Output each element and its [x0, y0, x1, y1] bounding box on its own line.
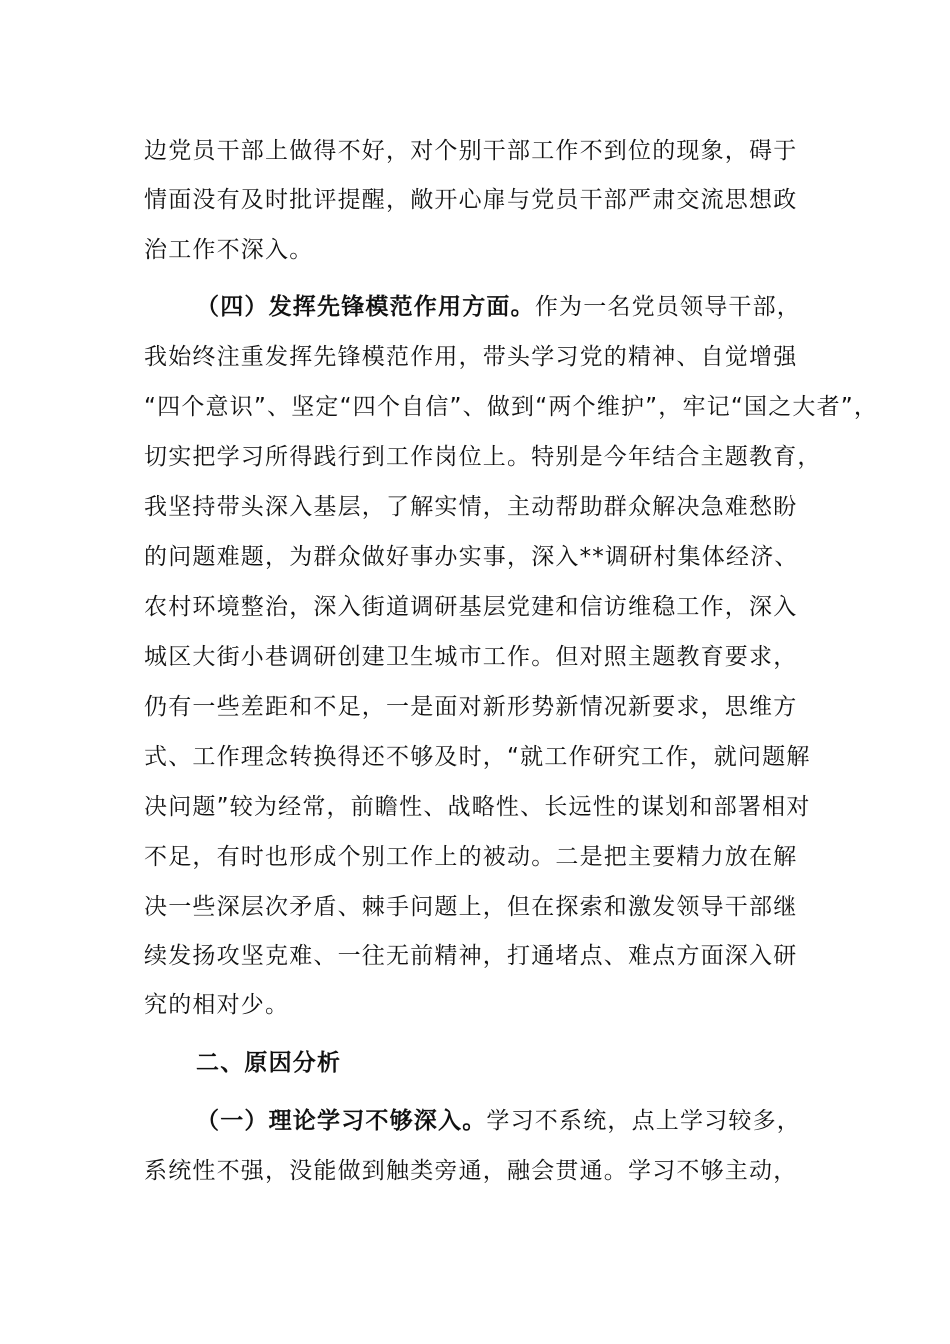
paragraph-line: 城区大街小巷调研创建卫生城市工作。但对照主题教育要求，: [144, 644, 798, 670]
paragraph-line: 我坚持带头深入基层，了解实情，主动帮助群众解决急难愁盼: [144, 494, 798, 520]
section-4-first-line: [196, 292, 801, 322]
paragraph-line: 续发扬攻坚克难、一往无前精神，打通堵点、难点方面深入研: [144, 943, 798, 969]
paragraph-line: 决问题”较为经常，前瞻性、战略性、长远性的谋划和部署相对: [144, 794, 811, 820]
section-4-heading: （四）发挥先锋模范作用方面。: [196, 294, 535, 320]
paragraph-line: 情面没有及时批评提醒，敞开心扉与党员干部严肃交流思想政: [144, 187, 798, 213]
paragraph-line: 切实把学习所得践行到工作岗位上。特别是今年结合主题教育，: [144, 444, 822, 470]
paragraph-line: 边党员干部上做得不好，对个别干部工作不到位的现象，碍于: [144, 138, 798, 164]
paragraph-line: 决一些深层次矛盾、棘手问题上，但在探索和激发领导干部继: [144, 894, 798, 920]
section-4-lead-text: 作为一名党员领导干部，: [534, 294, 802, 320]
paragraph-line: “四个意识”、坚定“四个自信”、做到“两个维护”，牢记“国之大者”，: [144, 394, 879, 420]
paragraph-line: 究的相对少。: [144, 992, 290, 1018]
paragraph-line: 的问题难题，为群众做好事办实事，深入**调研村集体经济、: [144, 544, 799, 570]
paragraph-line: 仍有一些差距和不足，一是面对新形势新情况新要求，思维方: [144, 694, 798, 720]
paragraph-line: 式、工作理念转换得还不够及时，“就工作研究工作，就问题解: [144, 744, 811, 770]
subsection-1-lead-text: 学习不系统，点上学习较多，: [486, 1108, 802, 1134]
paragraph-line: 系统性不强，没能做到触类旁通，融会贯通。学习不够主动，: [144, 1158, 798, 1184]
paragraph-line: 农村环境整治，深入街道调研基层党建和信访维稳工作，深入: [144, 594, 798, 620]
paragraph-line: 治工作不深入。: [144, 237, 314, 263]
subsection-1-first-line: [196, 1106, 801, 1136]
paragraph-line: 不足，有时也形成个别工作上的被动。二是把主要精力放在解: [144, 844, 798, 870]
paragraph-line: 我始终注重发挥先锋模范作用，带头学习党的精神、自觉增强: [144, 344, 798, 370]
subsection-1-heading: （一）理论学习不够深入。: [196, 1108, 487, 1134]
section-2-heading: 二、原因分析: [196, 1050, 342, 1076]
